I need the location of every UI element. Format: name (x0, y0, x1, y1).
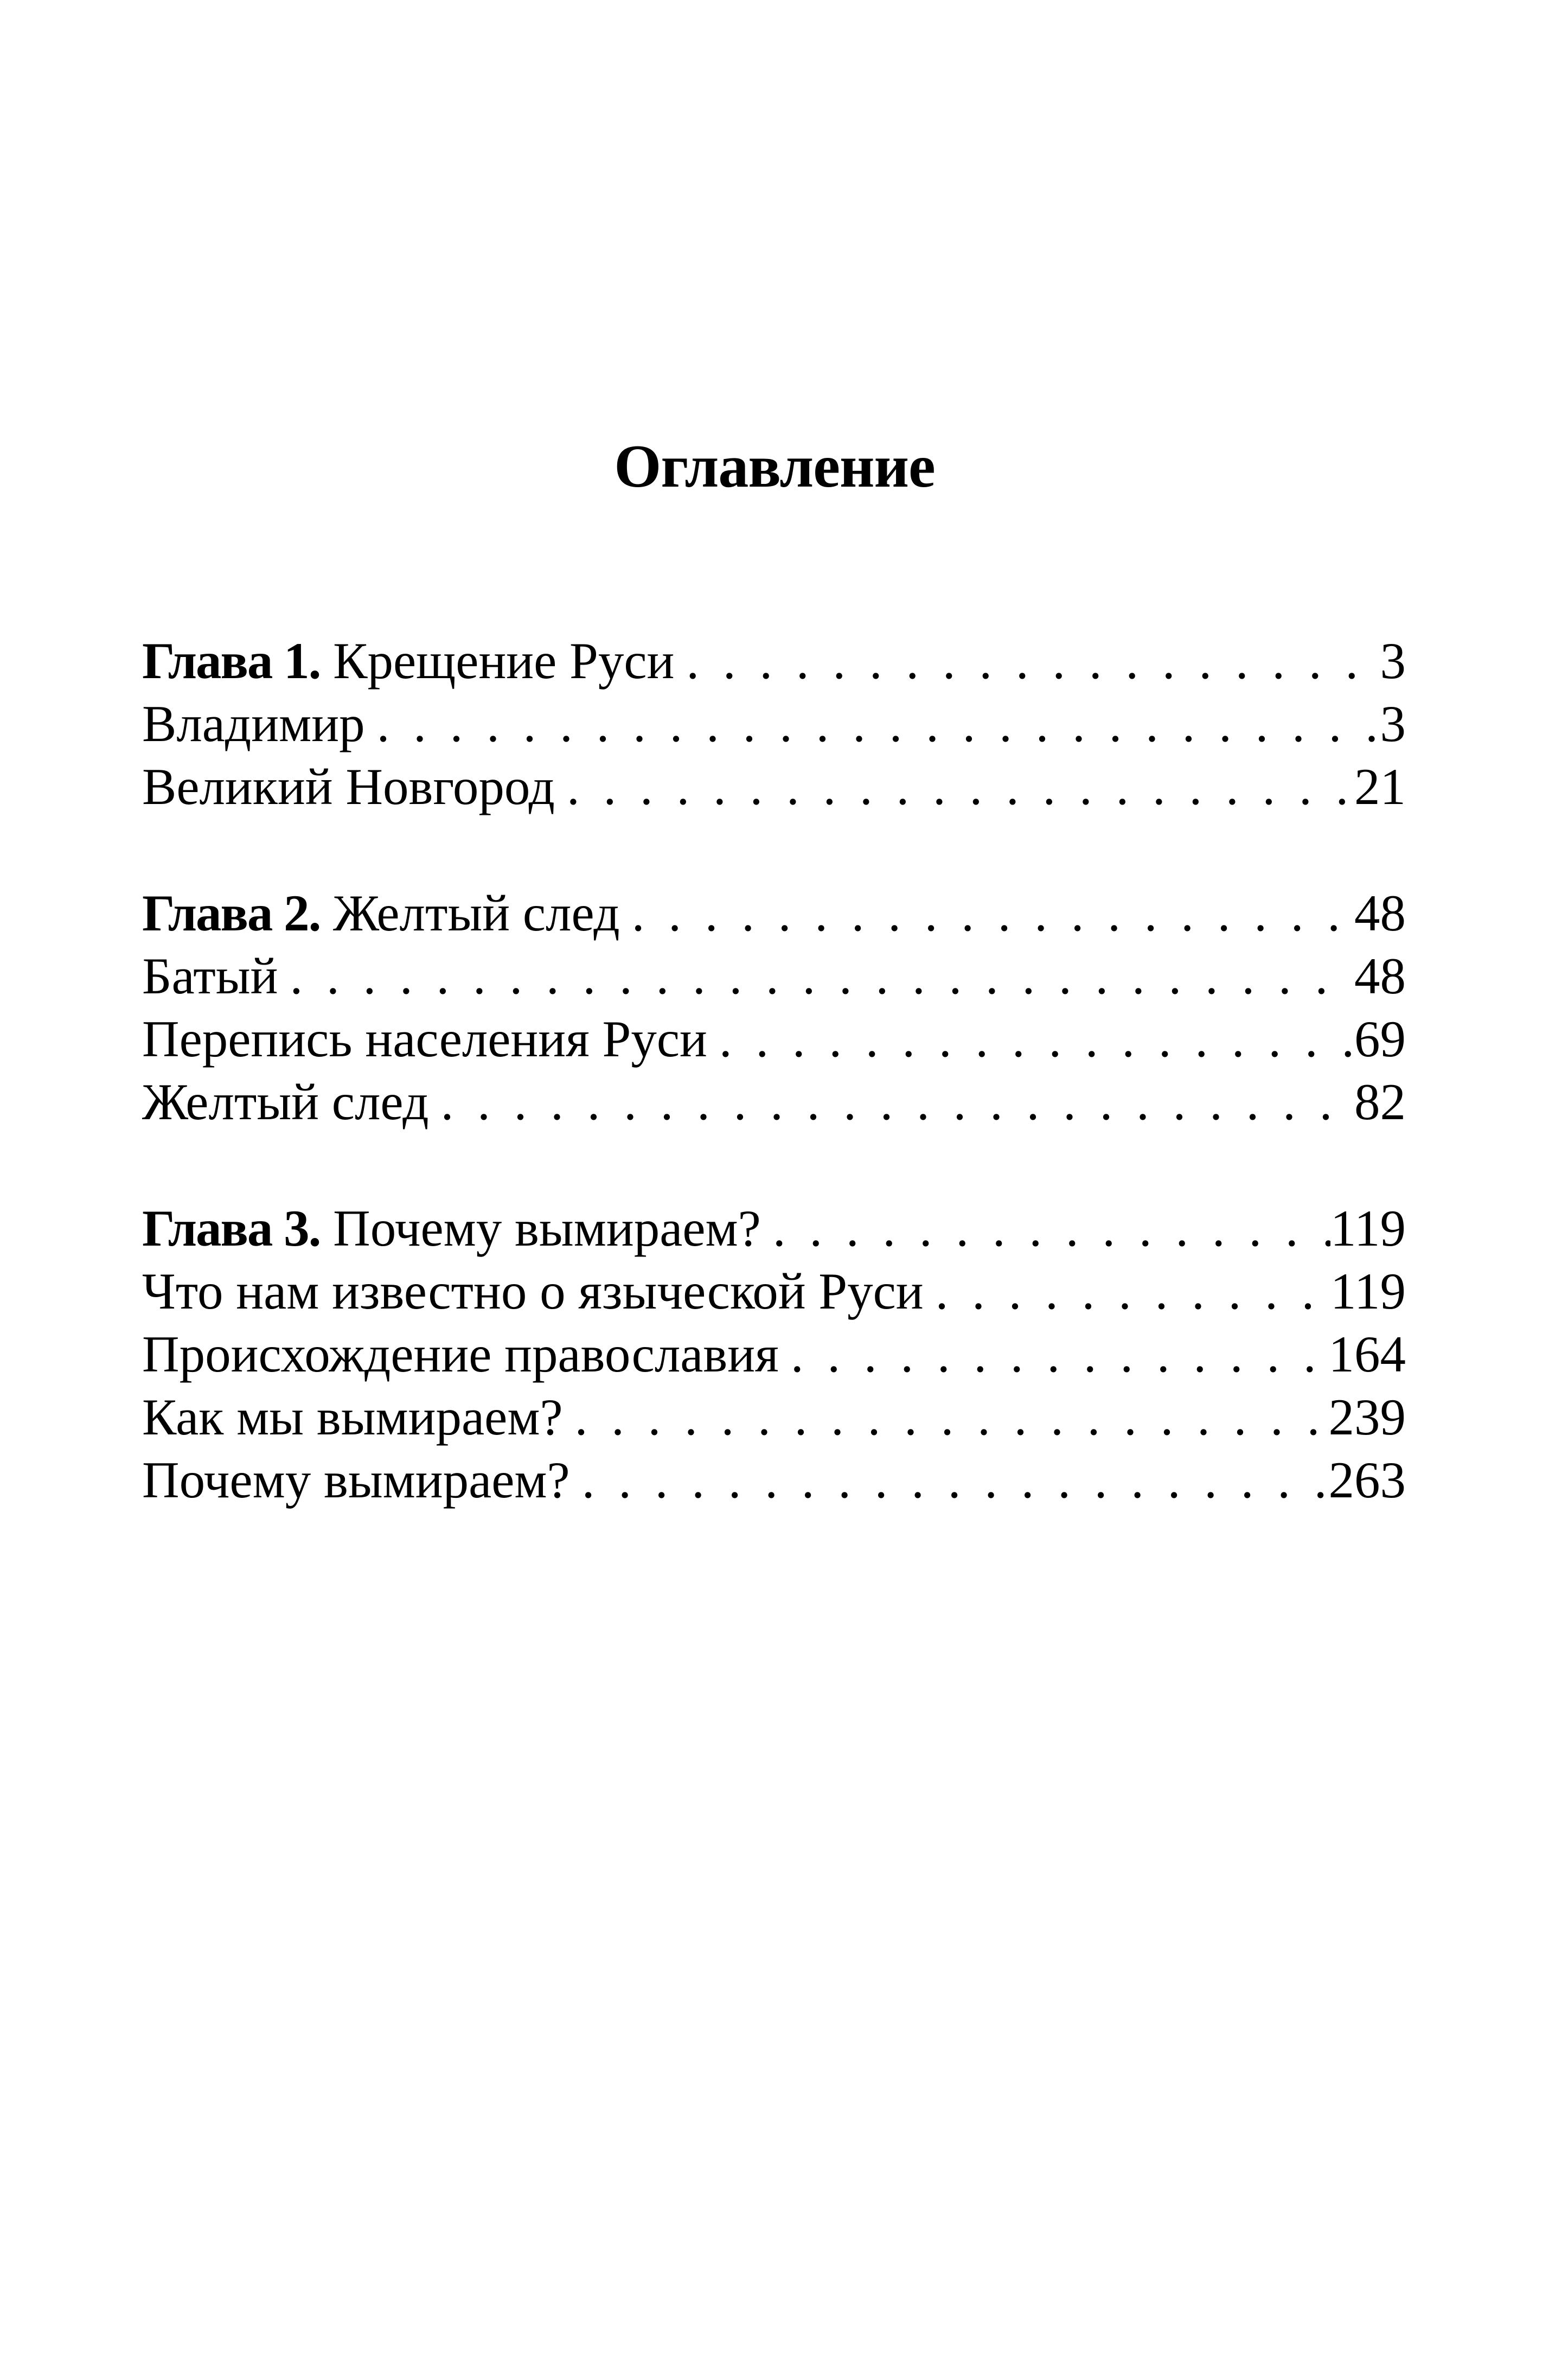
toc-entry[interactable] (142, 1260, 1406, 1323)
entry-title: Почему вымираем? (333, 1199, 761, 1257)
page-number: 263 (1328, 1451, 1406, 1509)
entry-title: Как мы вымираем? (142, 1388, 563, 1446)
toc-entry[interactable] (142, 755, 1406, 818)
dot-leader (377, 692, 1380, 755)
toc-entry[interactable] (142, 1323, 1406, 1386)
dot-leader (632, 882, 1354, 945)
table-of-contents (142, 629, 1406, 1575)
toc-entry[interactable] (142, 882, 1406, 945)
page-number: 164 (1328, 1325, 1406, 1383)
toc-entry[interactable] (142, 945, 1406, 1007)
dot-leader (567, 755, 1354, 818)
toc-section-1 (142, 629, 1406, 818)
dot-leader (773, 1197, 1330, 1260)
page-number: 21 (1354, 758, 1406, 815)
page-number: 82 (1354, 1073, 1406, 1131)
dot-leader (575, 1386, 1329, 1449)
toc-entry[interactable] (142, 1197, 1406, 1260)
entry-title: Владимир (142, 695, 365, 752)
page-number: 48 (1354, 884, 1406, 942)
entry-title: Батый (142, 947, 278, 1005)
entry-title: Что нам известно о языческой Руси (142, 1262, 924, 1320)
dot-leader (686, 629, 1380, 692)
toc-entry[interactable] (142, 692, 1406, 755)
page-number: 3 (1380, 632, 1406, 690)
dot-leader (719, 1007, 1354, 1070)
page-number: 69 (1354, 1010, 1406, 1068)
dot-leader (936, 1260, 1330, 1323)
toc-section-3 (142, 1197, 1406, 1511)
toc-entry[interactable] (142, 1449, 1406, 1511)
dot-leader (441, 1070, 1354, 1133)
toc-entry[interactable] (142, 1386, 1406, 1449)
entry-title: Желтый след (142, 1073, 429, 1131)
toc-entry[interactable] (142, 1007, 1406, 1070)
page-number: 119 (1330, 1262, 1406, 1320)
entry-title: Крещение Руси (333, 632, 675, 690)
entry-title: Происхождение православия (142, 1325, 779, 1383)
page-number: 119 (1330, 1199, 1406, 1257)
entry-title: Почему вымираем? (142, 1451, 570, 1509)
chapter-prefix: Глава 2. (142, 884, 321, 942)
entry-title: Великий Новгород (142, 758, 555, 815)
toc-section-2 (142, 882, 1406, 1133)
toc-entry[interactable] (142, 1070, 1406, 1133)
page-number: 239 (1328, 1388, 1406, 1446)
page-title: Оглавление (614, 433, 935, 500)
entry-title: Желтый след (333, 884, 620, 942)
chapter-prefix: Глава 3. (142, 1199, 321, 1257)
dot-leader (290, 945, 1354, 1007)
dot-leader (582, 1449, 1329, 1511)
entry-title: Перепись населения Руси (142, 1010, 707, 1068)
page-number: 3 (1380, 695, 1406, 752)
dot-leader (791, 1323, 1329, 1386)
toc-entry[interactable] (142, 629, 1406, 692)
chapter-prefix: Глава 1. (142, 632, 321, 690)
page-number: 48 (1354, 947, 1406, 1005)
